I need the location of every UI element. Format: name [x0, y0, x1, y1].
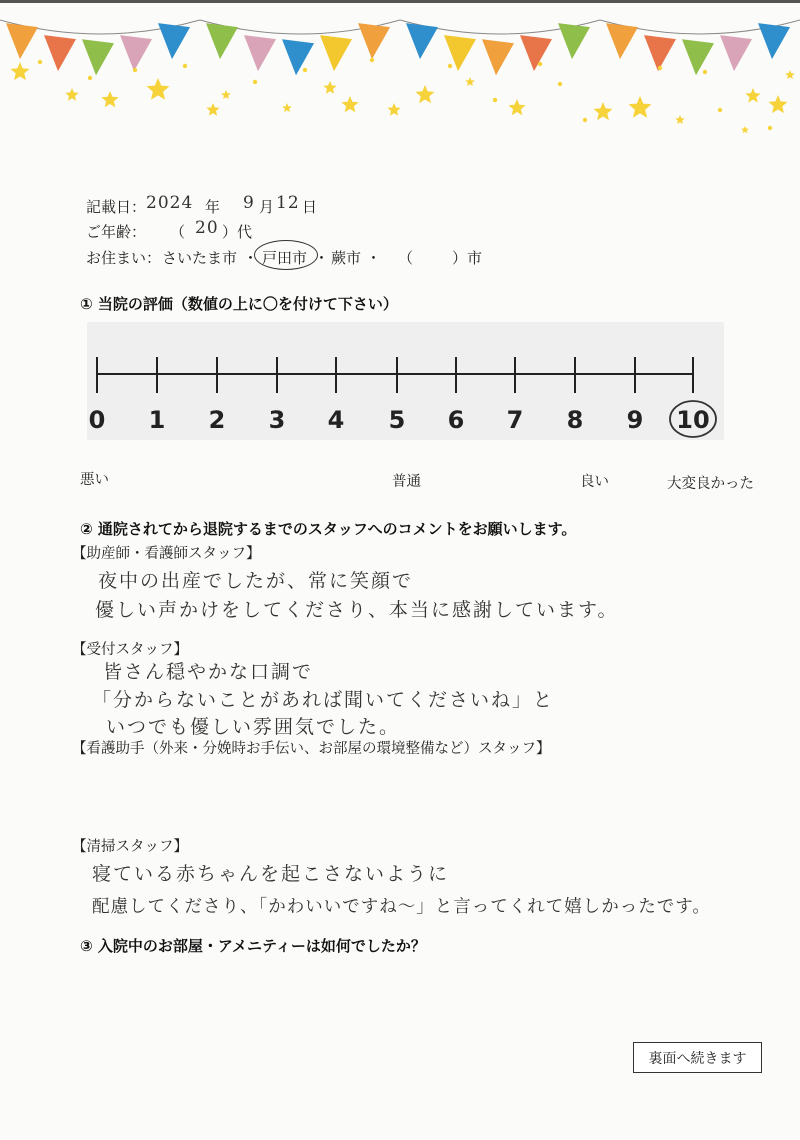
residence-option-saitama: さいたま市 — [162, 249, 238, 267]
date-year-handwritten: 2024 — [146, 193, 194, 213]
residence-separator: ・ — [366, 249, 382, 267]
scale-label-bad: 悪い — [80, 472, 109, 488]
comment-cleaning-line-2: 配慮してくださり、「かわいいですね～」と言ってくれて嬉しかったです。 — [92, 897, 711, 917]
block-label-midwife-nurse: 【助産師・看護師スタッフ】 — [72, 546, 261, 562]
scale-number-9: 9 — [626, 406, 644, 434]
scale-number-0: 0 — [88, 406, 106, 434]
scale-number-7: 7 — [506, 406, 524, 434]
scale-number-8: 8 — [566, 406, 584, 434]
block-label-cleaning: 【清掃スタッフ】 — [72, 839, 188, 855]
section3-title: ③ 入院中のお部屋・アメニティーは如何でしたか？ — [80, 937, 426, 955]
day-unit: 日 — [302, 198, 318, 216]
scale-number-6: 6 — [447, 406, 465, 434]
comment-reception-line-3: いつでも優しい雰囲気でした。 — [106, 716, 401, 738]
scale-label-normal: 普通 — [392, 474, 421, 490]
comment-midwife-line-2: 優しい声かけをしてくださり、本当に感謝しています。 — [95, 599, 619, 621]
residence-separator: ・ — [314, 249, 330, 267]
residence-option-toda: 戸田市 — [262, 249, 308, 267]
continue-on-back-box — [633, 1042, 762, 1073]
month-unit: 月 — [259, 198, 275, 216]
block-label-reception: 【受付スタッフ】 — [72, 642, 188, 658]
age-label: ご年齢： — [86, 223, 147, 241]
scale-number-10: 10 — [676, 406, 710, 434]
scale-number-3: 3 — [268, 406, 286, 434]
section2-title: ② 通院されてから退院するまでのスタッフへのコメントをお願いします。 — [80, 520, 577, 538]
date-label: 記載日： — [86, 198, 147, 216]
continue-on-back-label: 裏面へ続きます — [648, 1050, 747, 1067]
age-value-handwritten: 20 — [195, 218, 219, 238]
residence-label: お住まい： — [86, 249, 162, 267]
comment-midwife-line-1: 夜中の出産でしたが、常に笑顔で — [98, 570, 414, 592]
residence-other-close: ）市 — [452, 249, 483, 267]
scale-label-very-good: 大変良かった — [667, 476, 754, 492]
rating-scale — [0, 0, 800, 460]
date-month-handwritten: 9 — [243, 193, 255, 213]
date-day-handwritten: 12 — [276, 193, 300, 213]
residence-other-open: （ — [398, 249, 414, 267]
section1-title: ① 当院の評価（数値の上に〇を付けて下さい） — [80, 295, 398, 313]
year-unit: 年 — [205, 198, 221, 216]
age-open-paren: （ — [170, 223, 186, 241]
scale-number-2: 2 — [208, 406, 226, 434]
scale-label-good: 良い — [580, 474, 609, 490]
scale-number-5: 5 — [388, 406, 406, 434]
comment-cleaning-line-1: 寝ている赤ちゃんを起こさないように — [92, 863, 450, 885]
scale-number-4: 4 — [327, 406, 345, 434]
block-label-nursing-assistant: 【看護助手（外来・分娩時お手伝い、お部屋の環境整備など）スタッフ】 — [72, 741, 551, 757]
scale-number-1: 1 — [148, 406, 166, 434]
comment-reception-line-2: 「分からないことがあれば聞いてくださいね」と — [92, 689, 555, 711]
residence-option-warabi: 蕨市 — [331, 249, 362, 267]
age-close-paren: ）代 — [222, 223, 253, 241]
residence-separator: ・ — [243, 249, 259, 267]
comment-reception-line-1: 皆さん穏やかな口調で — [103, 661, 314, 683]
